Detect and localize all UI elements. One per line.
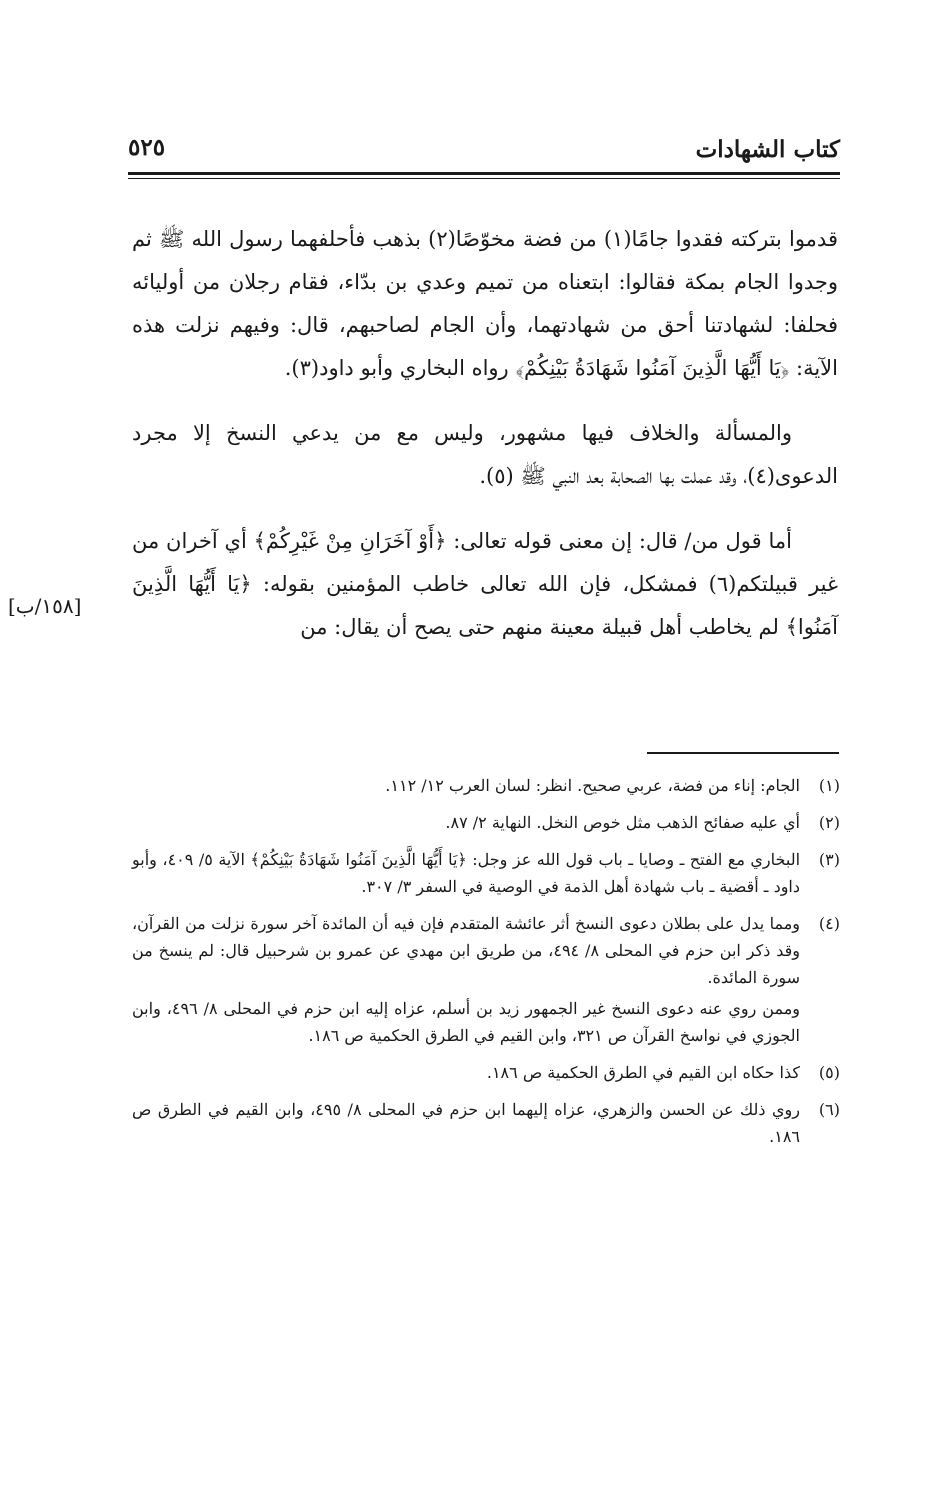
paragraph-1: قدموا بتركته فقدوا جامًا(١) من فضة مخوّصًا(٢) بذهب فأحلفهما رسول الله ﷺ ثم وجدوا الجام بمكة فقالوا: ابتعناه من تميم وعدي بن بدّاء، فقام رجلان من أوليائه فحلفا: لشهادتنا أحق من شهادتهما، وأن الجام لصاحبهم، قال: وفيهم نزلت هذه الآية: ﴿يَا أَيُّهَا الَّذِينَ آمَنُوا شَهَادَةُ بَيْنِكُمْ﴾ رواه البخاري وأبو داود(٣).	[132, 227, 838, 380]
paragraph-3: أما قول من/ قال: إن معنى قوله تعالى: ﴿أَوْ آخَرَانِ مِنْ غَيْرِكُمْ﴾ أي آخران من غير قبيلتكم(٦) فمشكل، فإن الله تعالى خاطب المؤمنين بقوله: ﴿يَا أَيُّهَا الَّذِينَ آمَنُوا﴾ لم يخاطب أهل قبيلة معينة منهم حتى يصح أن يقال: من	[132, 529, 838, 639]
footnotes	[132, 772, 840, 1160]
footnote-number: (٦)	[818, 1100, 840, 1119]
main-text	[132, 218, 838, 671]
footnote-text: ومما يدل على بطلان دعوى النسخ أثر عائشة المتقدم فإن فيه أن المائدة آخر سورة نزلت من القرآن، وقد ذكر ابن حزم في المحلى ٨/ ٤٩٤، من طريق ابن مهدي عن عمرو بن شرحبيل قال: لم ينسخ من سورة المائدة.	[132, 914, 801, 987]
page-number: ٥٢٥	[128, 134, 166, 161]
paragraph-2: والمسألة والخلاف فيها مشهور، وليس مع من يدعي النسخ إلا مجرد الدعوى(٤)، وقد عملت بها الصحابة بعد النبي ﷺ (٥).	[132, 421, 838, 488]
footnote-number: (٢)	[818, 813, 840, 832]
footnote-number: (٣)	[818, 850, 840, 869]
margin-folio-reference: [١٥٨/ب]	[8, 594, 82, 618]
footnote-5	[132, 1059, 840, 1090]
header-rule-thin	[128, 178, 840, 179]
footnote-4	[132, 910, 840, 1053]
footnote-separator	[647, 752, 839, 754]
footnote-1	[132, 772, 840, 803]
footnote-number: (١)	[818, 776, 840, 795]
footnote-number: (٤)	[818, 914, 840, 933]
footnote-text: كذا حكاه ابن القيم في الطرق الحكمية ص ١٨٦.	[486, 1063, 800, 1082]
footnote-3	[132, 846, 840, 904]
footnote-text-continued: وممن روي عنه دعوى النسخ غير الجمهور زيد بن أسلم، عزاه إليه ابن حزم في المحلى ٨/ ٤٩٦، وابن الجوزي في نواسخ القرآن ص ٣٢١، وابن القيم في الطرق الحكمية ص ١٨٦.	[132, 999, 800, 1045]
header-rule-thick	[128, 172, 840, 175]
chapter-title: كتاب الشهادات	[695, 136, 840, 163]
footnote-2	[132, 809, 840, 840]
footnote-text: أي عليه صفائح الذهب مثل خوص النخل. النهاية ٢/ ٨٧.	[445, 813, 800, 832]
footnote-text: روي ذلك عن الحسن والزهري، عزاه إليهما ابن حزم في المحلى ٨/ ٤٩٥، وابن القيم في الطرق ص ١٨٦.	[132, 1100, 800, 1146]
footnote-6	[132, 1096, 840, 1154]
footnote-number: (٥)	[818, 1063, 840, 1082]
running-header	[128, 128, 840, 168]
footnote-text: الجام: إناء من فضة، عربي صحيح. انظر: لسان العرب ١٢/ ١١٢.	[385, 776, 800, 795]
footnote-text: البخاري مع الفتح ـ وصايا ـ باب قول الله عز وجل: ﴿يَا أَيُّهَا الَّذِينَ آمَنُوا شَهَادَةُ بَيْنِكُمْ﴾ الآية ٥/ ٤٠٩، وأبو داود ـ أقضية ـ باب شهادة أهل الذمة في الوصية في السفر ٣/ ٣٠٧.	[132, 850, 801, 896]
